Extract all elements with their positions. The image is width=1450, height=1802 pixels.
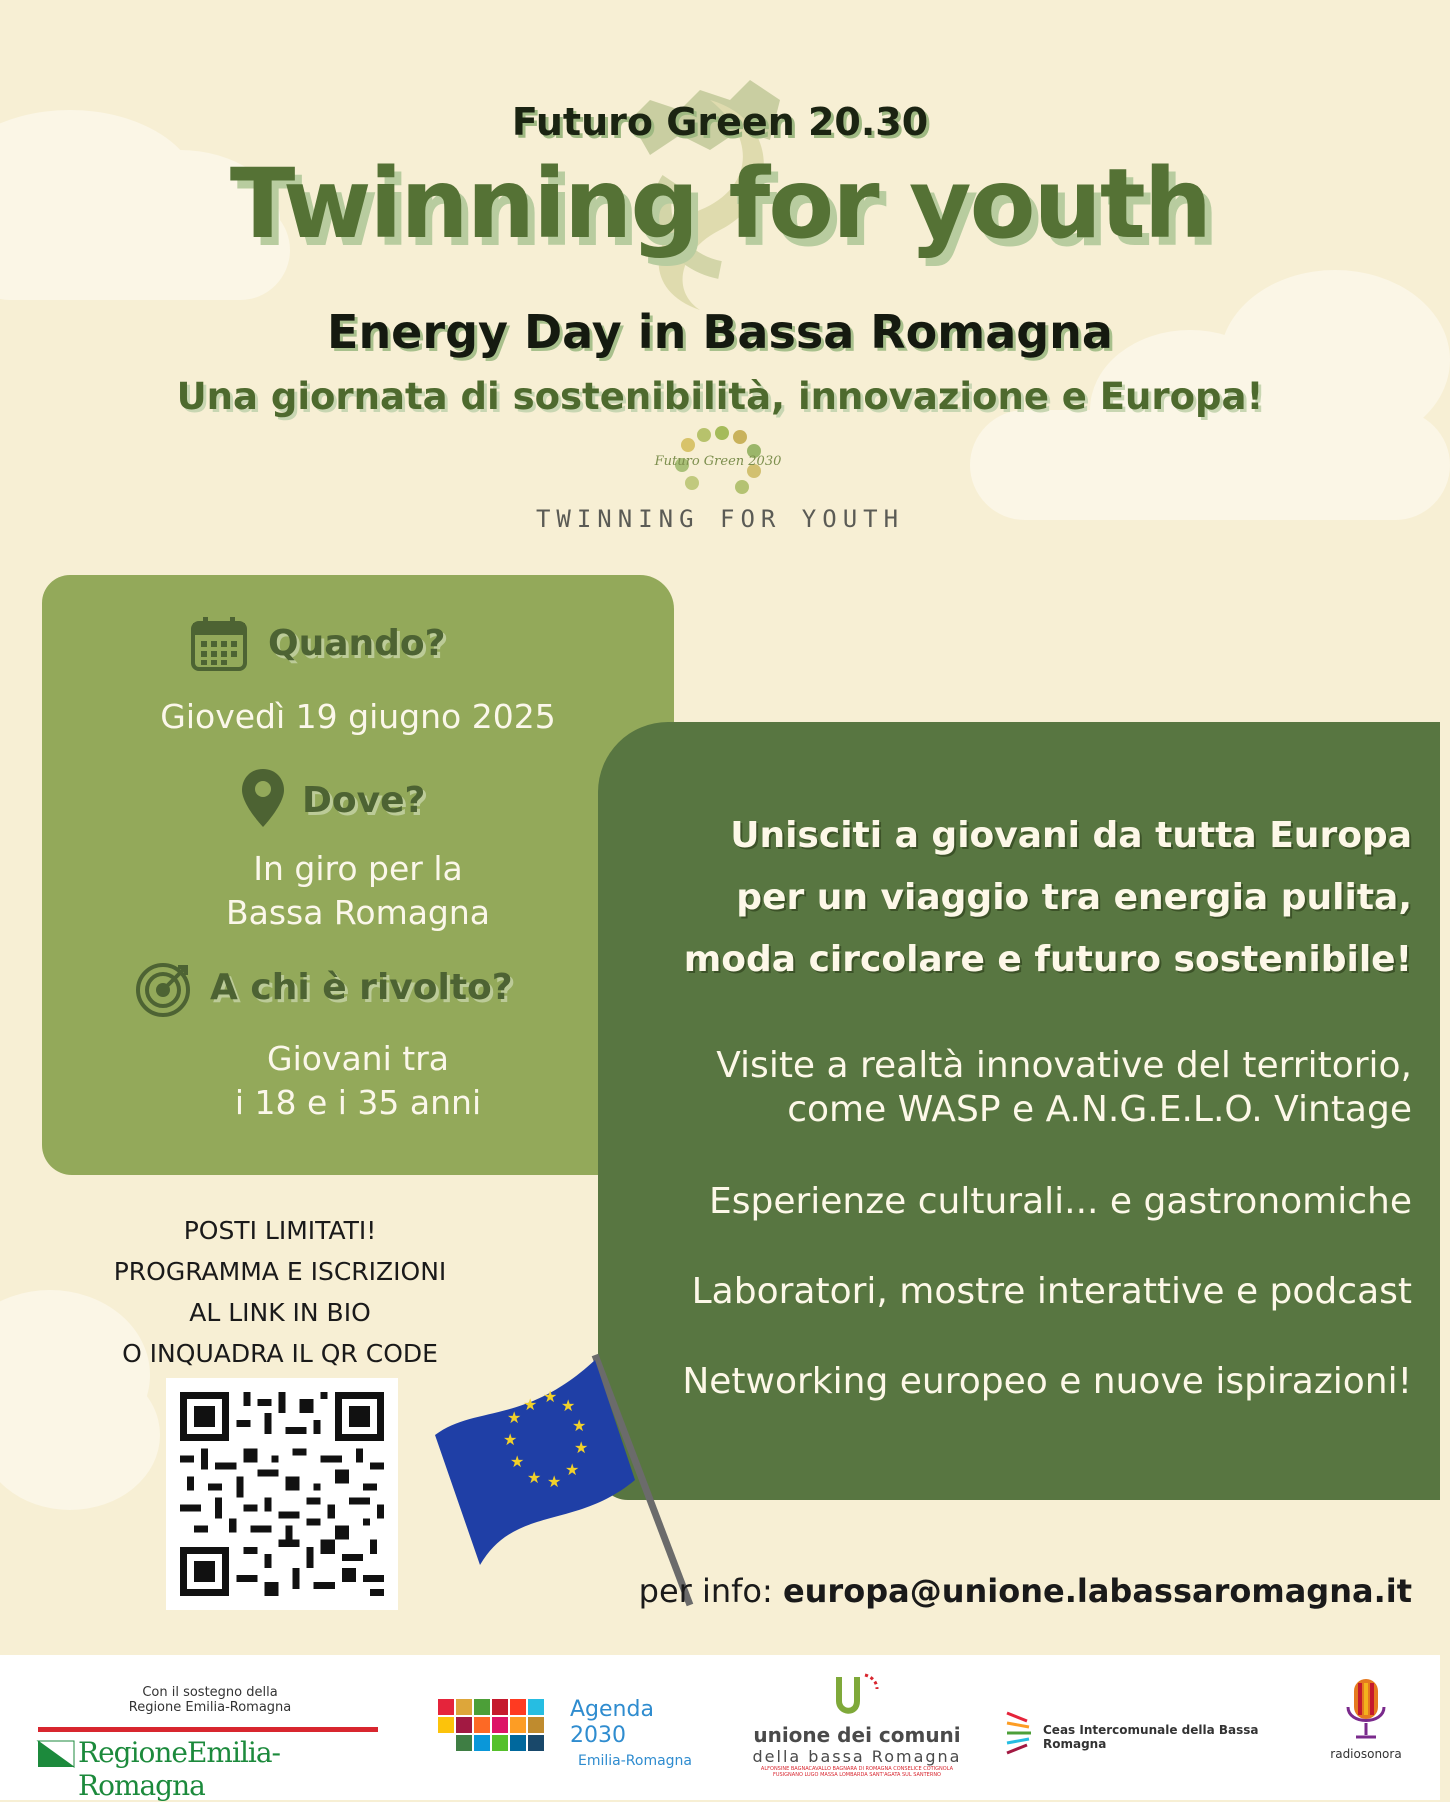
pretitle: Futuro Green 20.30: [511, 100, 929, 144]
notice-line: AL LINK IN BIO: [189, 1298, 371, 1327]
agenda-2030-mosaic: [434, 1695, 564, 1770]
radio-text: radiosonora: [1330, 1747, 1402, 1761]
regione-logo-bar: [38, 1727, 378, 1732]
contact-info: [639, 1572, 1412, 1610]
target-icon: [134, 961, 192, 1019]
registration-qr-code[interactable]: [166, 1378, 398, 1610]
unione-line: ALFONSINE BAGNACAVALLO BAGNARA DI ROMAGNA CONSELICE COTIGNOLA: [760, 1766, 954, 1772]
activity-line: come WASP e A.N.G.E.L.O. Vintage: [787, 1089, 1412, 1130]
svg-text:★: ★: [572, 1416, 587, 1435]
agenda-line: 2030: [570, 1723, 626, 1748]
audience-line1: Giovani tra: [267, 1039, 449, 1078]
where-heading: Dove?: [302, 780, 426, 821]
support-line: Regione Emilia-Romagna: [128, 1700, 292, 1715]
ceas-text: Ceas Intercomunale della Bassa Romagna: [1043, 1723, 1259, 1751]
svg-text:★: ★: [507, 1408, 522, 1427]
lead-line: Unisciti a giovani da tutta Europa: [730, 815, 1412, 856]
svg-text:★: ★: [510, 1452, 525, 1471]
unione-line: FUSIGNANO LUGO MASSA LOMBARDA SANT'AGATA SUL SANTERNO: [773, 1772, 941, 1778]
support-line: Con il sostegno della: [142, 1685, 278, 1700]
agenda-2030-logo: [434, 1695, 704, 1775]
activity-culture: Esperienze culturali... e gastronomiche: [708, 1181, 1412, 1222]
registration-notice: [80, 1210, 480, 1374]
regione-support-caption: [110, 1685, 310, 1715]
svg-text:★: ★: [543, 1387, 558, 1406]
main-title: Twinning for youth: [229, 148, 1211, 260]
notice-line: POSTI LIMITATI!: [183, 1216, 377, 1245]
audience-line2: i 18 e i 35 anni: [234, 1083, 482, 1122]
cloud-decoration: [970, 410, 1450, 520]
regione-logo-text: RegioneEmilia-Romagna: [78, 1736, 281, 1802]
agenda-line: Agenda: [570, 1697, 654, 1722]
svg-text:★: ★: [547, 1472, 562, 1491]
contact-email[interactable]: europa@unione.labassaromagna.it: [782, 1572, 1412, 1610]
svg-text:★: ★: [565, 1460, 580, 1479]
agenda-line: Emilia-Romagna: [578, 1753, 693, 1769]
svg-text:★: ★: [523, 1395, 538, 1414]
futuro-green-logo: [654, 425, 782, 497]
location-pin-icon: [240, 767, 286, 829]
svg-text:★: ★: [574, 1438, 589, 1457]
when-heading: Quando?: [268, 623, 446, 664]
microphone-icon: [1341, 1677, 1391, 1743]
sponsors-footer: [0, 1655, 1440, 1800]
lead-line: moda circolare e futuro sostenibile!: [683, 939, 1412, 980]
program-lead: [592, 805, 1412, 991]
event-title: Energy Day in Bassa Romagna: [327, 305, 1113, 359]
svg-text:★: ★: [527, 1468, 542, 1487]
unione-logo-mark: [827, 1671, 887, 1719]
calendar-icon: [190, 615, 248, 673]
svg-text:★: ★: [561, 1396, 576, 1415]
contact-label: per info:: [638, 1572, 773, 1610]
when-value: Giovedì 19 giugno 2025: [160, 697, 556, 736]
regione-logo-mark: [38, 1737, 74, 1767]
notice-line: PROGRAMMA E ISCRIZIONI: [113, 1257, 447, 1286]
unione-line: della bassa Romagna: [752, 1747, 962, 1766]
ceas-logo: [1005, 1707, 1305, 1757]
regione-logo: [38, 1727, 378, 1802]
svg-text:★: ★: [503, 1430, 518, 1449]
event-subtitle: Una giornata di sostenibilità, innovazione e Europa!: [176, 375, 1264, 418]
activity-labs: Laboratori, mostre interattive e podcast: [691, 1271, 1412, 1312]
audience-heading: A chi è rivolto?: [210, 967, 513, 1008]
ceas-logo-mark: [1005, 1707, 1039, 1757]
lead-line: per un viaggio tra energia pulita,: [736, 877, 1412, 918]
event-info-panel: [42, 575, 674, 1175]
activity-visits: [612, 1044, 1412, 1132]
radiosonora-logo: [1326, 1677, 1406, 1761]
qr-code-pattern: [180, 1392, 384, 1596]
activity-line: Visite a realtà innovative del territorio,: [716, 1045, 1412, 1086]
unione-comuni-logo: [752, 1671, 962, 1778]
logo-caption: TWINNING FOR YOUTH: [535, 505, 905, 533]
activity-networking: Networking europeo e nuove ispirazioni!: [682, 1361, 1412, 1402]
where-line2: Bassa Romagna: [225, 893, 491, 932]
logo-text: Futuro Green 2030: [654, 454, 782, 469]
where-line1: In giro per la: [253, 849, 463, 888]
unione-line: unione dei comuni: [753, 1723, 961, 1747]
notice-line: O INQUADRA IL QR CODE: [122, 1339, 438, 1368]
